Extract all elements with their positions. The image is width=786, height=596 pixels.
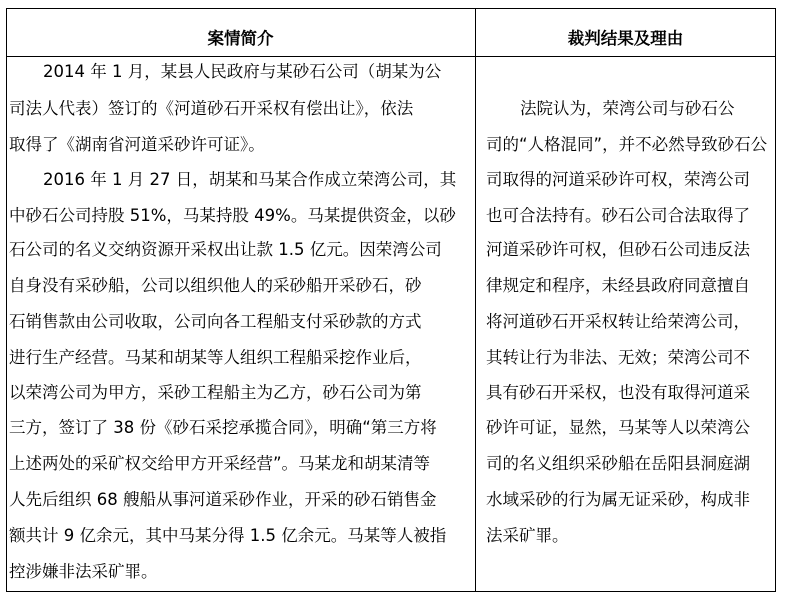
reason-line: 司的名义组织采砂船在岳阳县洞庭湖 [486,454,750,473]
case-line: 额共计 9 亿余元，其中马某分得 1.5 亿余元。马某等人被指 [9,526,447,545]
column-divider [475,8,476,592]
reason-line: 其转让行为非法、无效；荣湾公司不 [486,348,750,367]
case-line: 以荣湾公司为甲方，采砂工程船主为乙方，砂石公司为第 [9,383,422,402]
case-line: 2014 年 1 月，某县人民政府与某砂石公司（胡某为公 [43,62,442,81]
case-line: 中砂石公司持股 51%，马某持股 49%。马某提供资金，以砂 [9,206,456,225]
case-line: 石销售款由公司收取，公司向各工程船支付采砂款的方式 [9,312,422,331]
reason-line: 水域采砂的行为属无证采砂，构成非 [486,490,750,509]
case-line: 自身没有采砂船，公司以组织他人的采砂船开采砂石，砂 [9,276,422,295]
case-line: 控涉嫌非法采矿罪。 [9,562,158,581]
reason-line: 司的“人格混同”，并不必然导致砂石公 [486,135,768,154]
case-line: 司法人代表）签订的《河道砂石开采权有偿出让》，依法 [9,99,414,118]
reason-line: 砂许可证，显然，马某等人以荣湾公 [486,418,750,437]
header-case-summary: 案情简介 [207,29,274,48]
reason-line: 也可合法持有。砂石公司合法取得了 [486,206,750,225]
table-left-border [6,8,7,592]
case-line: 进行生产经营。马某和胡某等人组织工程船采挖作业后， [9,348,422,367]
reason-line: 将河道砂石开采权转让给荣湾公司， [486,312,750,331]
case-table [6,8,776,592]
table-right-border [775,8,776,592]
case-line: 2016 年 1 月 27 日，胡某和马某合作成立荣湾公司，其 [43,170,457,189]
case-line: 取得了《湖南省河道采砂许可证》。 [9,135,265,154]
table-top-border [6,8,776,9]
header-judgment-reason: 裁判结果及理由 [567,29,684,48]
reason-line: 法采矿罪。 [486,526,569,545]
reason-line: 河道采砂许可权，但砂石公司违反法 [486,240,750,259]
reason-line: 具有砂石开采权，也没有取得河道采 [486,383,750,402]
case-line: 上述两处的采矿权交给甲方开采经营”。马某龙和胡某清等 [9,454,431,473]
reason-line: 司取得的河道采砂许可权，荣湾公司 [486,170,750,189]
reason-line: 法院认为，荣湾公司与砂石公 [520,99,735,118]
case-line: 石公司的名义交纳资源开采权出让款 1.5 亿元。因荣湾公司 [9,240,442,259]
case-line: 人先后组织 68 艘船从事河道采砂作业，开采的砂石销售金 [9,490,437,509]
header-bottom-border [6,56,776,57]
reason-line: 律规定和程序，未经县政府同意擅自 [486,276,750,295]
table-bottom-border [6,591,776,592]
case-line: 三方，签订了 38 份《砂石采挖承揽合同》，明确“第三方将 [9,418,437,437]
